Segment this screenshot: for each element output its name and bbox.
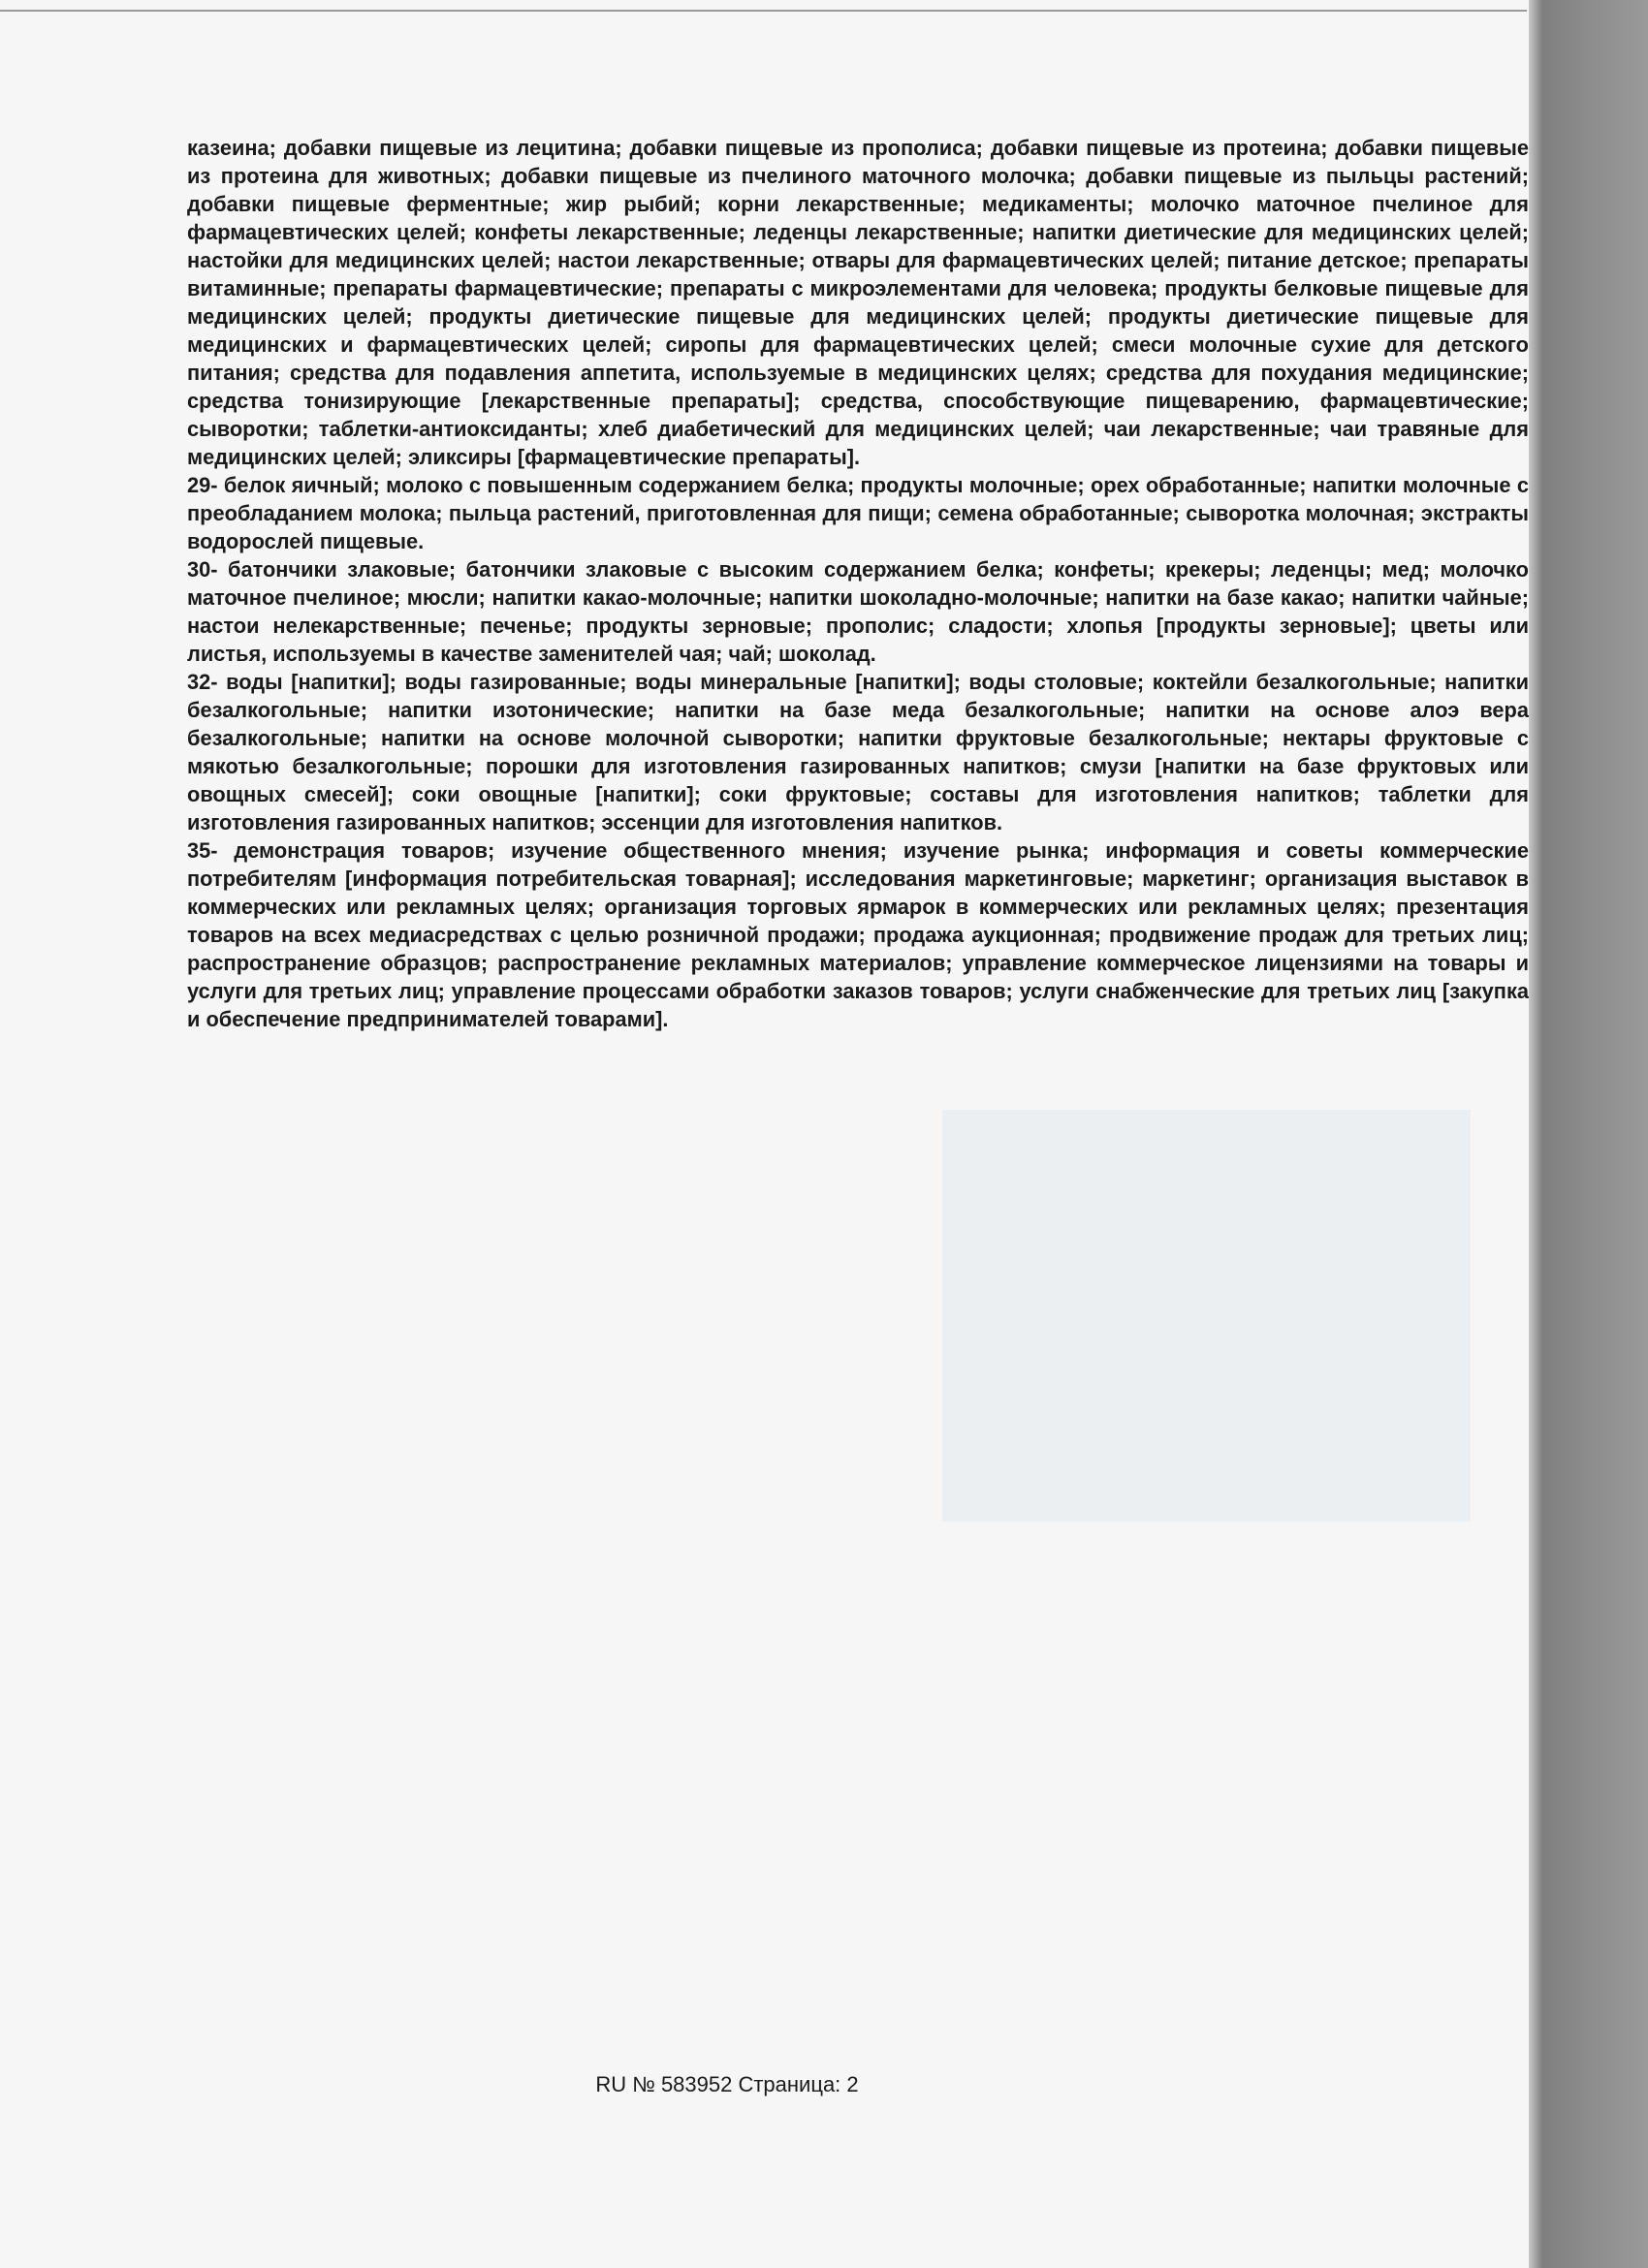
scan-top-edge	[0, 10, 1527, 12]
page-footer	[0, 2072, 1648, 2097]
page-number-label: RU № 583952 Страница: 2	[595, 2072, 859, 2096]
paragraph-class-35: 35- демонстрация товаров; изучение общественного мнения; изучение рынка; информация и советы коммерческие потребителям [информация потребительская товарная]; исследования маркетинговые; маркетинг; организация выставок в коммерческих или рекламных целях; организация торговых ярмарок в коммерческих или рекламных целях; презентация товаров на всех медиасредствах с целью розничной продажи; продажа аукционная; продвижение продаж для третьих лиц; распространение образцов; распространение рекламных материалов; управление коммерческое лицензиями на товары и услуги для третьих лиц; управление процессами обработки заказов товаров; услуги снабженческие для третьих лиц [закупка и обеспечение предпринимателей товарами].	[187, 838, 1529, 1031]
paragraph-class-29: 29- белок яичный; молоко с повышенным содержанием белка; продукты молочные; орех обработанные; напитки молочные с преобладанием молока; пыльца растений, приготовленная для пищи; семена обработанные; сыворотка молочная; экстракты водорослей пищевые.	[187, 473, 1529, 553]
paragraph-class-32: 32- воды [напитки]; воды газированные; воды минеральные [напитки]; воды столовые; коктейли безалкогольные; напитки безалкогольные; напитки изотонические; напитки на базе меда безалкогольные; напитки на основе алоэ вера безалкогольные; напитки на основе молочной сыворотки; напитки фруктовые безалкогольные; нектары фруктовые с мякотью безалкогольные; порошки для изготовления газированных напитков; смузи [напитки на базе фруктовых или овощных смесей]; соки овощные [напитки]; соки фруктовые; составы для изготовления напитков; таблетки для изготовления газированных напитков; эссенции для изготовления напитков.	[187, 670, 1529, 835]
bleed-through-image	[942, 1110, 1471, 1522]
document-body	[187, 134, 1529, 1033]
scan-right-edge	[1529, 0, 1648, 2268]
paragraph-class-30: 30- батончики злаковые; батончики злаковые с высоким содержанием белка; конфеты; крекеры; леденцы; мед; молочко маточное пчелиное; мюсли; напитки какао-молочные; напитки шоколадно-молочные; напитки на базе какао; напитки чайные; настои нелекарственные; печенье; продукты зерновые; прополис; сладости; хлопья [продукты зерновые]; цветы или листья, используемы в качестве заменителей чая; чай; шоколад.	[187, 557, 1529, 666]
paragraph-class-5-continued: казеина; добавки пищевые из лецитина; добавки пищевые из прополиса; добавки пищевые из протеина; добавки пищевые из протеина для животных; добавки пищевые из пчелиного маточного молочка; добавки пищевые из пыльцы растений; добавки пищевые ферментные; жир рыбий; корни лекарственные; медикаменты; молочко маточное пчелиное для фармацевтических целей; конфеты лекарственные; леденцы лекарственные; напитки диетические для медицинских целей; настойки для медицинских целей; настои лекарственные; отвары для фармацевтических целей; питание детское; препараты витаминные; препараты фармацевтические; препараты с микроэлементами для человека; продукты белковые пищевые для медицинских целей; продукты диетические пищевые для медицинских целей; продукты диетические пищевые для медицинских и фармацевтических целей; сиропы для фармацевтических целей; смеси молочные сухие для детского питания; средства для подавления аппетита, используемые в медицинских целях; средства для похудания медицинские; средства тонизирующие [лекарственные препараты]; средства, способствующие пищеварению, фармацевтические; сыворотки; таблетки-антиоксиданты; хлеб диабетический для медицинских целей; чаи лекарственные; чаи травяные для медицинских целей; эликсиры [фармацевтические препараты].	[187, 136, 1529, 469]
